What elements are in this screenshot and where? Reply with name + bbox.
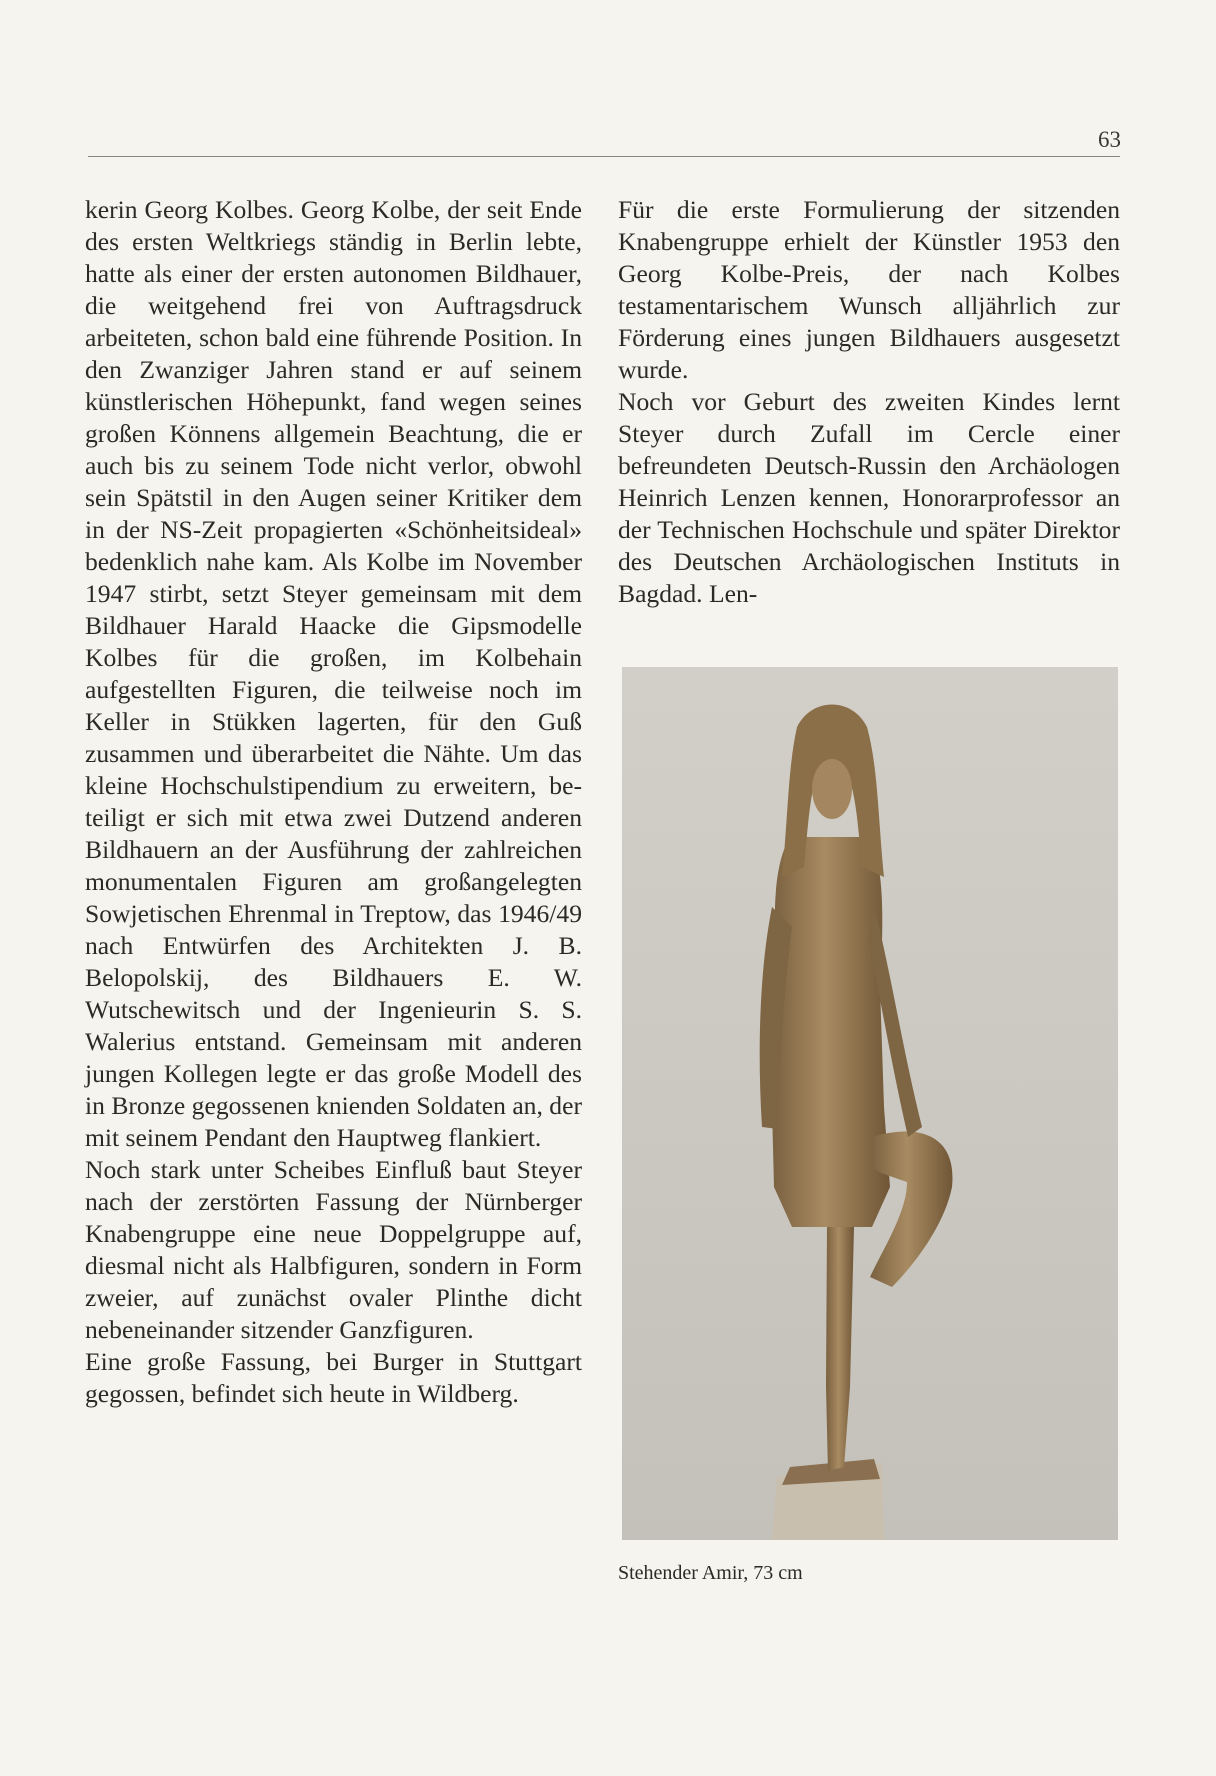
page-number: 63 [1098,127,1121,152]
body-paragraph: kerin Georg Kolbes. Georg Kolbe, der seit Ende des ersten Weltkriegs ständig in Berlin lebte, hatte als einer der ersten autonomen Bildhauer, die weitgehend frei von Auftragsdruck arbeiteten, schon bald eine führende Position. In den Zwanziger Jahren stand er auf seinem künstlerischen Höhepunkt, fand wegen seines großen Könnens allgemein Beachtung, die er auch bis zu seinem Tode nicht verlor, obwohl sein Spätstil in den Augen seiner Kritiker dem in der NS-Zeit propagierten «Schönheitsideal» bedenklich nahe kam. Als Kolbe im November 1947 stirbt, setzt Steyer gemeinsam mit dem Bildhauer Harald Haacke die Gipsmodelle Kolbes für die großen, im Kolbehain aufgestellten Figuren, die teilweise noch im Keller in Stükken lagerten, für den Guß zusammen und überarbeitet die Nähte. Um das kleine Hochschulstipendium zu erweitern, beteiligt er sich mit etwa zwei Dutzend anderen Bildhauern an der Ausführung der zahlreichen monumentalen Figuren am großangelegten Sowjetischen Ehrenmal in Treptow, das 1946/49 nach Entwürfen des Architekten J. B. Belopolskij, des Bildhauers E. W. Wutschewitsch und der Ingenieurin S. S. Walerius entstand. Gemeinsam mit anderen jungen Kollegen legte er das große Modell des in Bronze gegossenen knienden Soldaten an, der mit seinem Pendant den Hauptweg flankiert. [85,195,582,1152]
header-rule [88,156,1120,157]
body-paragraph: Noch stark unter Scheibes Einfluß baut Steyer nach der zerstörten Fassung der Nürnberger Knabengruppe eine neue Doppelgruppe auf, diesmal nicht als Halbfiguren, sondern in Form zweier, auf zunächst ovaler Plinthe dicht nebeneinander sitzender Ganzfiguren. [85,1155,582,1344]
figure-caption: Stehender Amir, 73 cm [618,1562,803,1584]
robe [772,837,890,1227]
face [812,759,852,819]
sculpture-illustration [622,667,1118,1540]
right-text-column [618,194,1120,610]
sculpture-photo [622,667,1118,1540]
body-paragraph: Für die erste Formulierung der sitzenden Knabengruppe erhielt der Künstler 1953 den Georg Kolbe-Preis, der nach Kolbes testamentarischem Wunsch alljährlich zur Förderung eines jungen Bildhauers ausgesetzt wurde. [618,195,1120,384]
body-paragraph: Eine große Fassung, bei Burger in Stuttgart gegossen, befindet sich heute in Wildberg. [85,1347,582,1408]
left-text-column [85,194,582,1410]
body-paragraph: Noch vor Geburt des zweiten Kindes lernt Steyer durch Zufall im Cercle einer befreundeten Deutsch-Russin den Archäologen Heinrich Lenzen kennen, Honorarprofessor an der Technischen Hochschule und später Direktor des Deutschen Archäologischen Instituts in Bagdad. Len- [618,387,1120,608]
